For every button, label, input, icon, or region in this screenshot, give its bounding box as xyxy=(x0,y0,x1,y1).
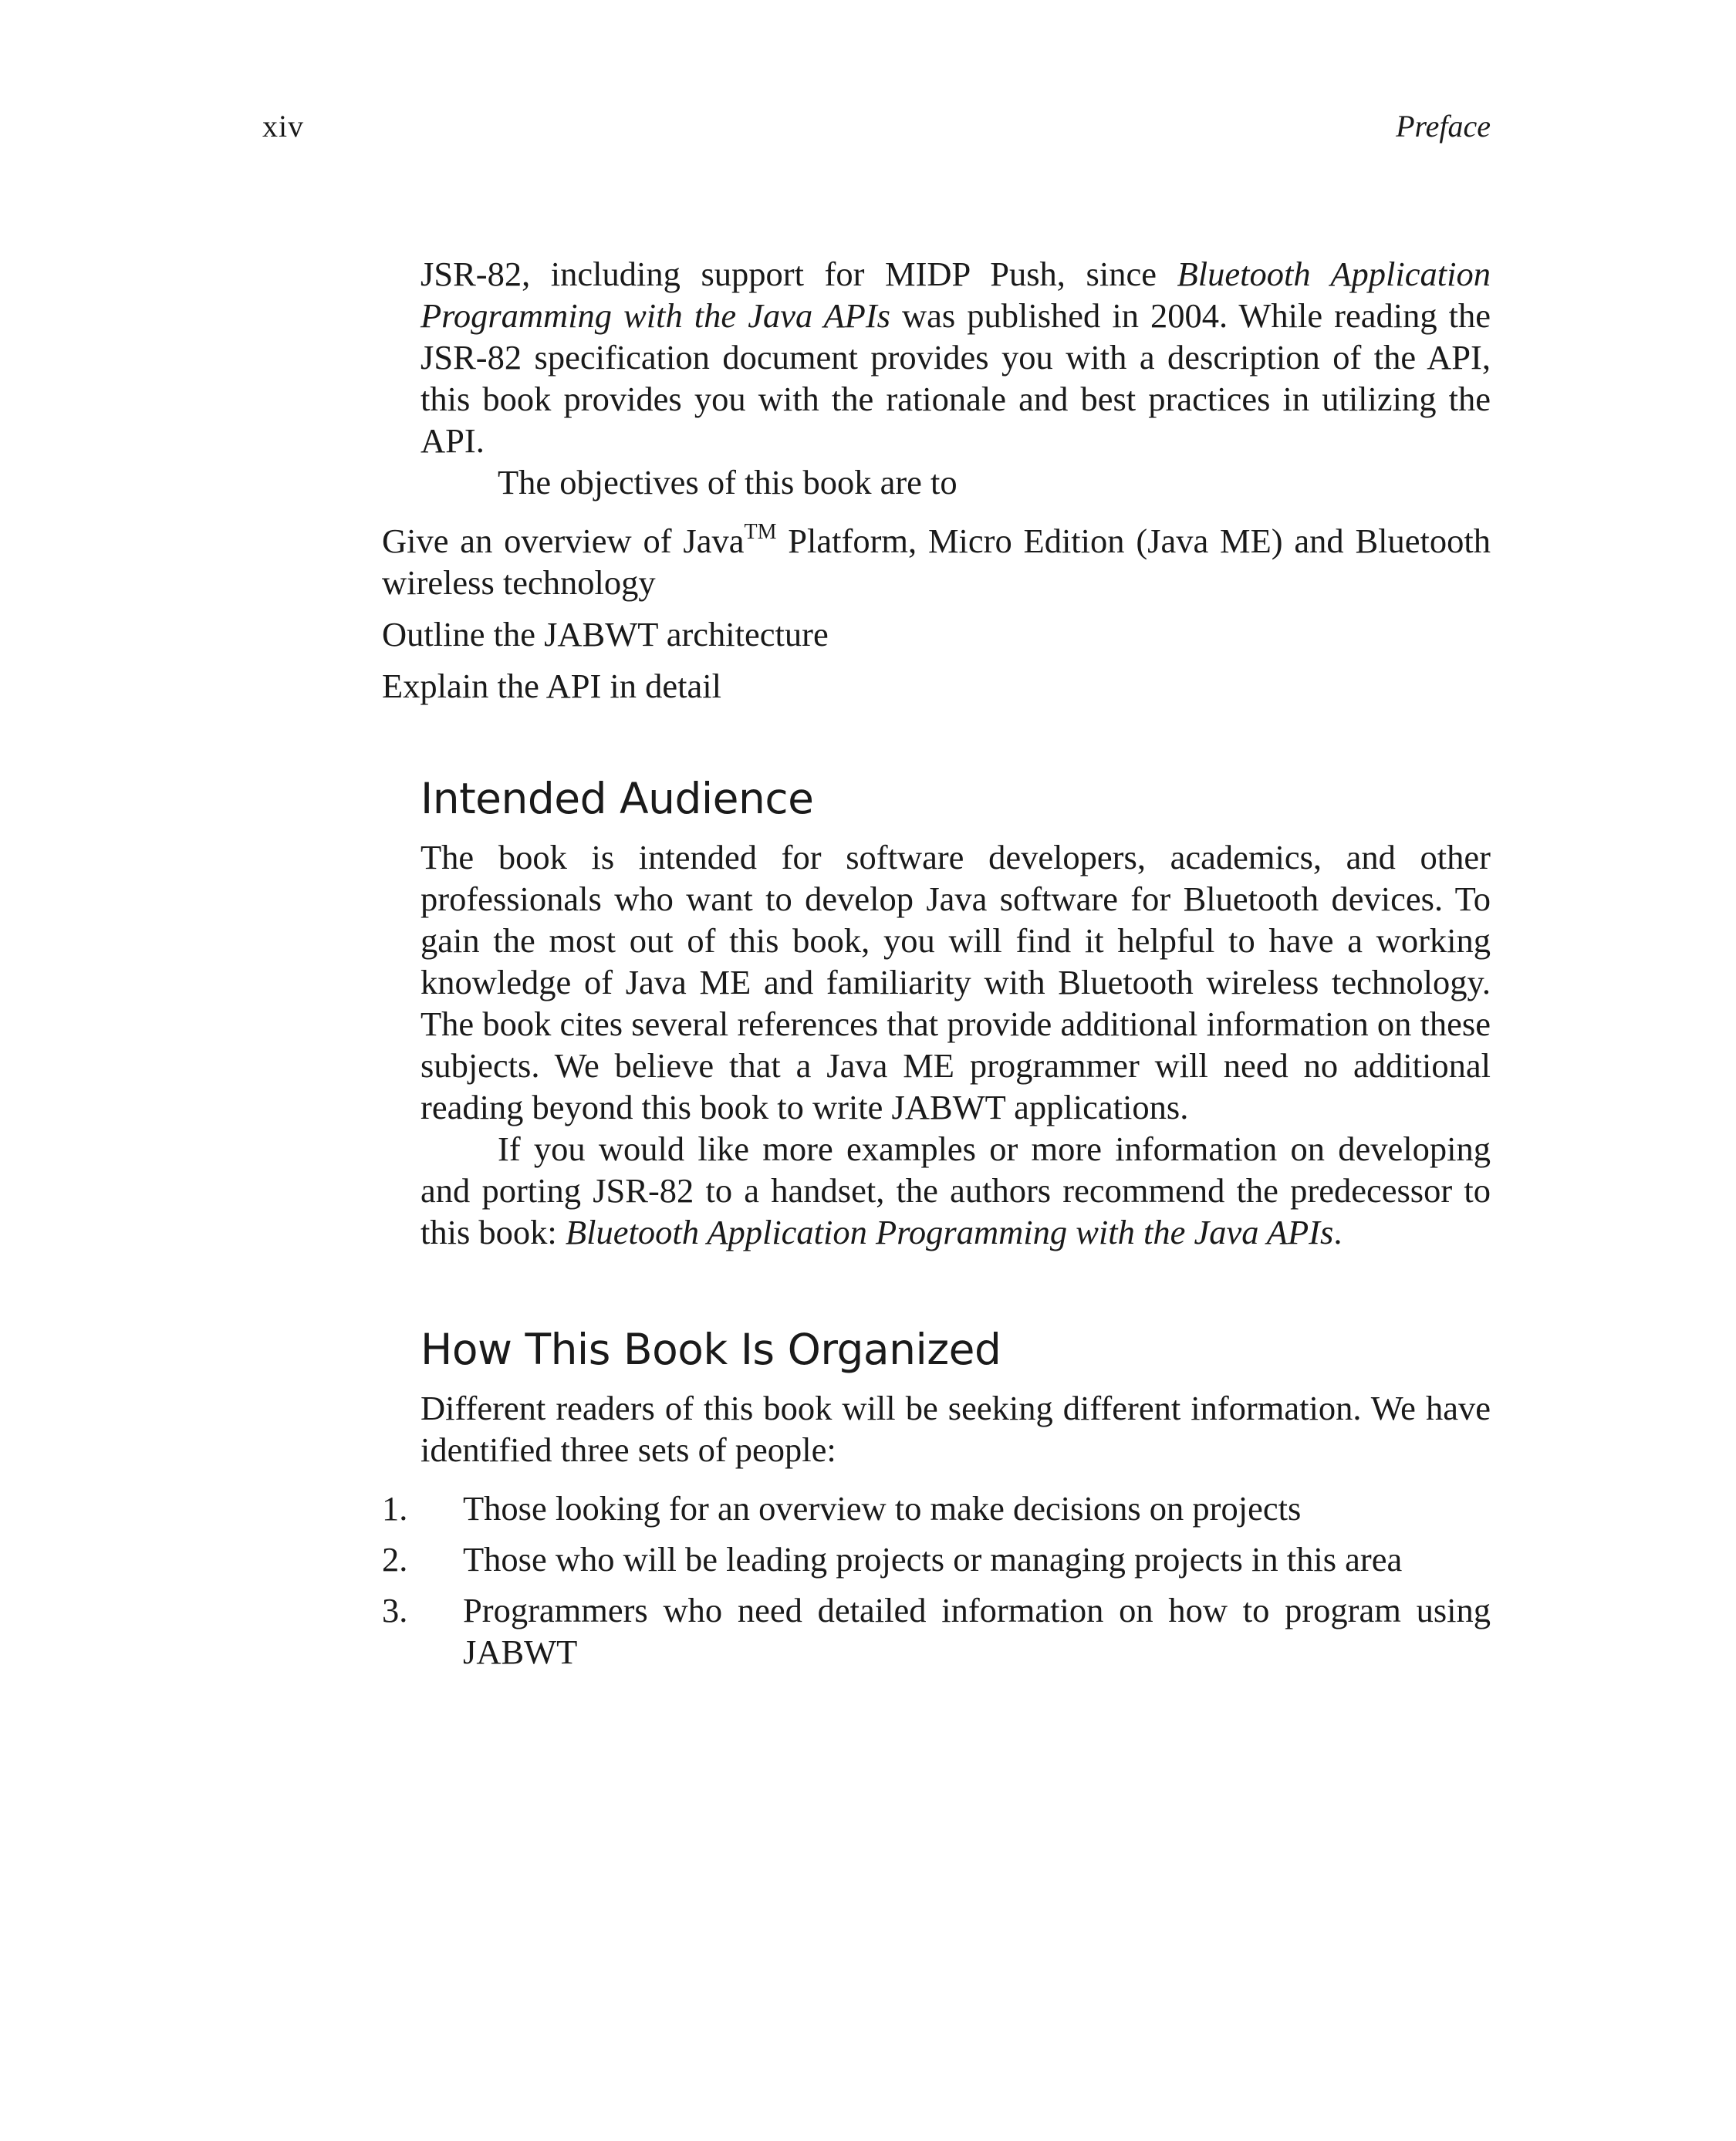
objectives-list xyxy=(382,520,1491,707)
list-item xyxy=(382,1488,1491,1529)
list-item-text: Those looking for an overview to make decisions on projects xyxy=(463,1489,1302,1528)
audience-paragraph: The book is intended for software developers, academics, and other professionals who want to develop Java software for Bluetooth devices. To gain the most out of this book, you will find it helpful to have a working knowledge of Java ME and familiarity with Bluetooth wireless technology. The book cites several references that provide additional information on these subjects. We believe that a Java ME programmer will need no additional reading beyond this book to write JABWT applications. xyxy=(420,838,1491,1126)
running-title: Preface xyxy=(1396,109,1491,144)
list-item xyxy=(382,1589,1491,1673)
objective-item: Outline the JABWT architecture xyxy=(382,615,829,653)
list-number: 2. xyxy=(382,1540,408,1579)
objectives-lead: The objectives of this book are to xyxy=(498,463,958,501)
intro-text-2: was published in 2004. While reading the JSR-82 specification document provides you with a description of the API, this book provides you with the rationale and best practices in utilizing the API. xyxy=(420,296,1491,460)
reader-types-list xyxy=(382,1488,1491,1673)
predecessor-text-end: . xyxy=(1333,1213,1343,1251)
predecessor-paragraph xyxy=(420,1128,1491,1253)
intro-paragraph xyxy=(420,253,1491,461)
section-heading-how-organized: How This Book Is Organized xyxy=(420,1325,1001,1374)
trademark-mark: TM xyxy=(744,520,777,544)
page-body xyxy=(382,253,1491,1682)
objective-item: Explain the API in detail xyxy=(382,667,721,705)
objective-text: Platform, Micro Edition (Java ME) and Bluetooth wireless technology xyxy=(382,522,1491,602)
list-item-text: Programmers who need detailed information on how to program using JABWT xyxy=(463,1591,1491,1671)
intro-book-title: Bluetooth Application Programming with the Java APIs xyxy=(420,255,1491,335)
organization-paragraph: Different readers of this book will be seeking different information. We have identified three sets of people: xyxy=(420,1389,1491,1469)
list-number: 3. xyxy=(382,1591,408,1629)
page-number: xiv xyxy=(262,109,305,144)
list-item-text: Those who will be leading projects or managing projects in this area xyxy=(463,1540,1403,1579)
intro-text-1: JSR-82, including support for MIDP Push, since xyxy=(420,255,1177,293)
objective-item xyxy=(382,520,1491,603)
objective-text: Give an overview of Java xyxy=(382,522,745,560)
section-heading-intended-audience: Intended Audience xyxy=(420,774,814,823)
running-head xyxy=(0,108,1736,147)
list-item xyxy=(382,1538,1491,1580)
predecessor-book-title: Bluetooth Application Programming with the Java APIs xyxy=(565,1213,1334,1251)
predecessor-text: If you would like more examples or more information on developing and porting JSR-82 to a handset, the authors recommend the predecessor to this book: xyxy=(420,1130,1491,1251)
list-number: 1. xyxy=(382,1489,408,1528)
